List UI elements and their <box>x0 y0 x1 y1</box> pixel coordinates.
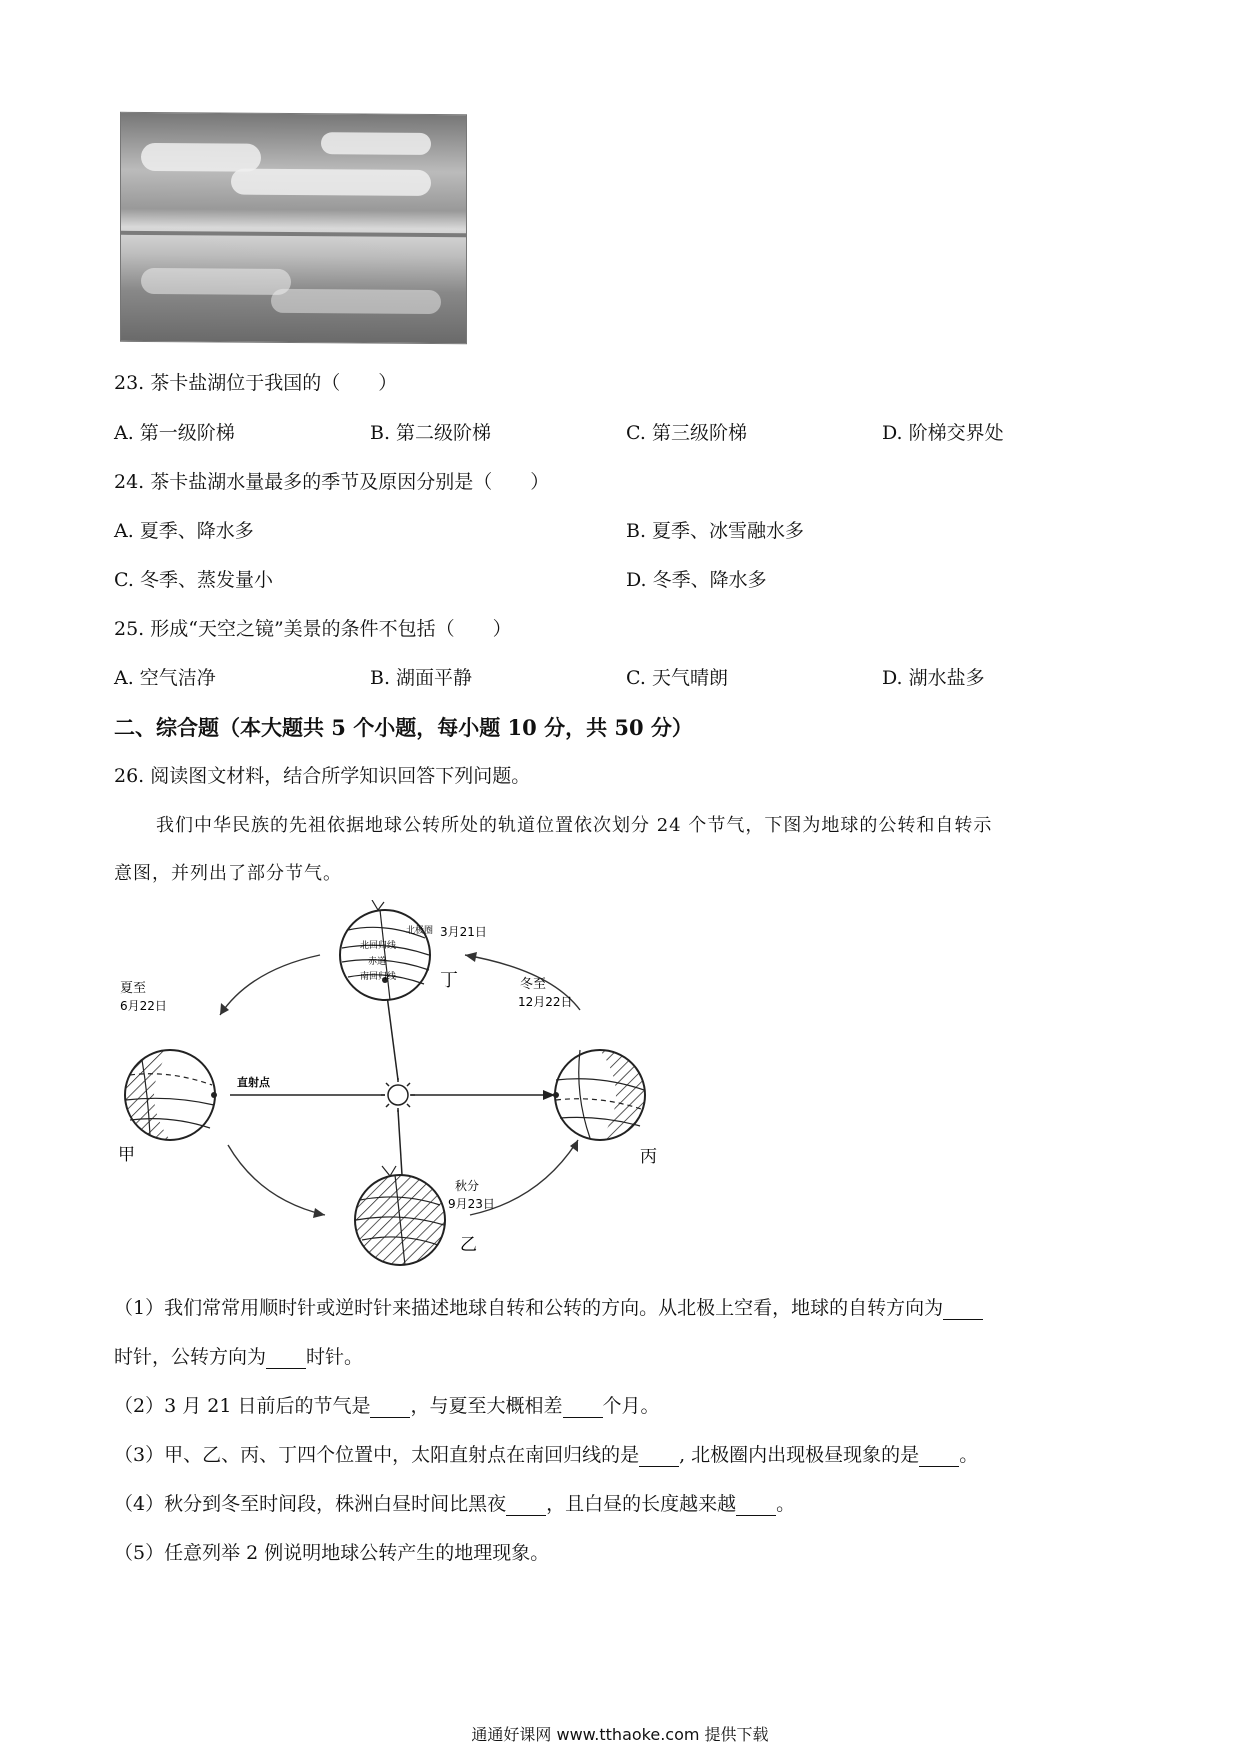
q26-stem: 26. 阅读图文材料，结合所学知识回答下列问题。 <box>114 765 531 787</box>
salt-lake-photo <box>120 112 467 344</box>
answer-blank[interactable] <box>943 1301 983 1320</box>
q23-option-c: C. 第三级阶梯 <box>626 422 747 444</box>
direct-point-label: 直射点 <box>237 1076 270 1089</box>
orbit-arrow-ding-to-jia <box>220 955 320 1015</box>
bing-date: 12月22日 <box>518 995 573 1009</box>
q25-option-a: A. 空气洁净 <box>114 667 216 689</box>
q24-option-d: D. 冬季、降水多 <box>626 569 767 591</box>
jia-label: 甲 <box>118 1145 135 1165</box>
globe-yi <box>355 1166 445 1265</box>
yi-label: 乙 <box>460 1235 477 1255</box>
q25-option-b: B. 湖面平静 <box>370 667 473 689</box>
q26-sub1-line1 <box>114 1296 983 1320</box>
answer-blank[interactable] <box>736 1497 776 1516</box>
q26-sub1-line2 <box>114 1345 363 1369</box>
q26-sub2 <box>114 1394 660 1418</box>
bing-label: 丙 <box>640 1147 657 1167</box>
q23-option-b: B. 第二级阶梯 <box>370 422 492 444</box>
q24-stem: 24. 茶卡盐湖水量最多的季节及原因分别是（ ） <box>114 471 550 493</box>
q26-sub3-text3: 。 <box>959 1444 979 1466</box>
ding-line-equator: 赤道 <box>368 957 387 967</box>
q23-stem: 23. 茶卡盐湖位于我国的（ ） <box>114 372 398 394</box>
q26-sub4-text1: （4）秋分到冬至时间段，株洲白昼时间比黑夜 <box>114 1493 507 1515</box>
answer-blank[interactable] <box>506 1497 546 1516</box>
answer-blank[interactable] <box>919 1448 959 1467</box>
q26-sub3 <box>114 1443 978 1467</box>
yi-date: 9月23日 <box>448 1197 495 1211</box>
q26-paragraph-line2: 意图，并列出了部分节气。 <box>114 863 342 884</box>
globe-jia <box>125 1050 217 1140</box>
q23-option-a: A. 第一级阶梯 <box>114 422 235 444</box>
jia-term: 夏至 <box>120 981 147 996</box>
q26-sub3-text2: , 北极圈内出现极昼现象的是 <box>679 1444 920 1466</box>
q25-option-c: C. 天气晴朗 <box>626 667 728 689</box>
ding-label: 丁 <box>440 970 458 991</box>
sun-icon <box>381 1078 415 1112</box>
section-title: 二、综合题（本大题共 5 个小题，每小题 10 分，共 50 分） <box>114 715 693 740</box>
answer-blank[interactable] <box>639 1448 679 1467</box>
q26-sub2-text2: ，与夏至大概相差 <box>410 1395 563 1417</box>
q26-sub1-text2: 时针，公转方向为 <box>114 1346 267 1368</box>
q24-option-a: A. 夏季、降水多 <box>114 520 254 542</box>
jia-date: 6月22日 <box>120 999 167 1013</box>
q24-option-b: B. 夏季、冰雪融水多 <box>626 520 805 542</box>
globe-bing <box>553 1050 645 1140</box>
answer-blank[interactable] <box>563 1399 603 1418</box>
q26-sub4-text3: 。 <box>776 1493 796 1515</box>
ding-line-tropic-capricorn: 南回归线 <box>360 972 397 982</box>
q26-sub2-text3: 个月。 <box>602 1395 660 1417</box>
q26-sub4 <box>114 1492 795 1516</box>
bing-term: 冬至 <box>520 977 547 992</box>
q23-option-d: D. 阶梯交界处 <box>882 422 1004 444</box>
q26-paragraph-line1: 我们中华民族的先祖依据地球公转所处的轨道位置依次划分 24 个节气，下图为地球的公转和自转示 <box>156 815 993 836</box>
q26-sub5: （5）任意列举 2 例说明地球公转产生的地理现象。 <box>114 1542 550 1564</box>
q26-sub1-text: （1）我们常常用顺时针或逆时针来描述地球自转和公转的方向。从北极上空看，地球的自转方向为 <box>114 1297 944 1319</box>
page-footer: 通通好课网 www.tthaoke.com 提供下载 <box>471 1725 769 1744</box>
q26-sub4-text2: ，且白昼的长度越来越 <box>546 1493 737 1515</box>
q26-sub2-text1: （2）3 月 21 日前后的节气是 <box>114 1395 371 1417</box>
q25-option-d: D. 湖水盐多 <box>882 667 985 689</box>
answer-blank[interactable] <box>370 1399 410 1418</box>
q26-sub1-text3: 时针。 <box>306 1346 364 1368</box>
ding-date: 3月21日 <box>440 925 487 939</box>
orbit-arrow-jia-to-yi <box>228 1145 325 1215</box>
q25-stem: 25. 形成“天空之镜”美景的条件不包括（ ） <box>114 618 512 640</box>
q24-option-c: C. 冬季、蒸发量小 <box>114 569 273 591</box>
ding-line-arctic-circle: 北极圈 <box>406 926 434 936</box>
yi-term: 秋分 <box>455 1179 480 1193</box>
ding-line-tropic-cancer: 北回归线 <box>360 941 397 951</box>
q26-sub3-text1: （3）甲、乙、丙、丁四个位置中，太阳直射点在南回归线的是 <box>114 1444 640 1466</box>
earth-orbit-diagram <box>110 900 690 1270</box>
answer-blank[interactable] <box>266 1350 306 1369</box>
